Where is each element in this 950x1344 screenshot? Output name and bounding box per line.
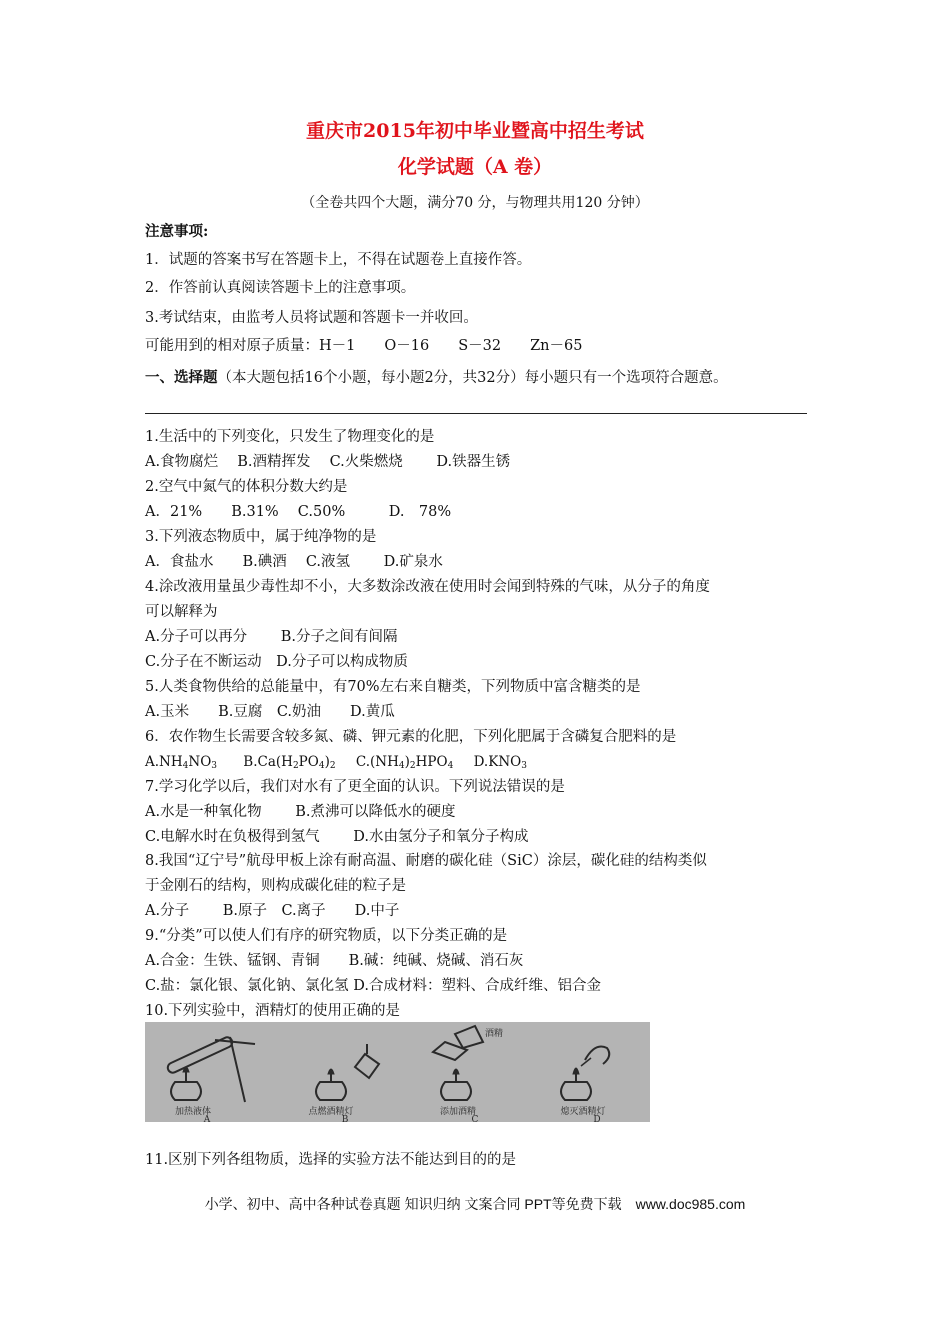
notes-heading: 注意事项:: [145, 223, 209, 240]
question-6-options: [145, 753, 527, 775]
atomic-masses: 可能用到的相对原子质量：H－1 O－16 S－32 Zn－65: [145, 338, 583, 354]
question-9: 9.“分类”可以使人们有序的研究物质，以下分类正确的是: [145, 928, 508, 944]
question-4-options-ab: A.分子可以再分 B.分子之间有间隔: [145, 629, 398, 645]
question-1-options: A.食物腐烂 B.酒精挥发 C.火柴燃烧 D.铁器生锈: [145, 454, 511, 470]
footer-link-text[interactable]: 小学、初中、高中各种试卷真题 知识归纳 文案合同 PPT等免费下载 www.doc985.com: [204, 1196, 746, 1212]
question-7-options-cd: C.电解水时在负极得到氢气 D.水由氢分子和氧分子构成: [145, 829, 529, 845]
question-4-continued: 可以解释为: [145, 604, 218, 620]
question-6-option-d: $D.KNO_3$: [473, 754, 527, 771]
flask-label: 酒精: [485, 1029, 504, 1039]
exam-info: （全卷共四个大题，满分70 分，与物理共用120 分钟）: [301, 195, 649, 211]
section-divider: [145, 413, 807, 414]
exam-title: 重庆市2015年初中毕业暨高中招生考试: [306, 120, 644, 142]
question-6-option-a: $A.NH_4NO_3$: [145, 754, 217, 771]
question-3-options: A．食盐水 B.碘酒 C.液氢 D.矿泉水: [145, 554, 443, 570]
note-item-3: 3.考试结束，由监考人员将试题和答题卡一并收回。: [145, 310, 478, 326]
section-heading: [145, 365, 805, 391]
question-4: 4.涂改液用量虽少毒性却不小，大多数涂改液在使用时会闻到特殊的气味，从分子的角度: [145, 579, 710, 595]
question-7-options-ab: A.水是一种氧化物 B.煮沸可以降低水的硬度: [145, 804, 456, 820]
alcohol-lamp-figure: [145, 1022, 650, 1122]
question-8-options: A.分子 B.原子 C.离子 D.中子: [145, 903, 400, 919]
label-light-lamp: 点燃酒精灯: [308, 1107, 354, 1117]
question-6-option-c: $C.(NH_4)_2HPO_4$: [355, 754, 454, 771]
note-item-2: 2．作答前认真阅读答题卡上的注意事项。: [145, 280, 416, 296]
question-6-option-b: $B.Ca(H_2PO_4)_2$: [243, 754, 336, 771]
question-7: 7.学习化学以后，我们对水有了更全面的认识。下列说法错误的是: [145, 779, 565, 795]
question-9-options-ab: A.合金：生铁、锰钢、青铜 B.碱：纯碱、烧碱、消石灰: [145, 953, 524, 969]
question-5: 5.人类食物供给的总能量中，有70%左右来自糖类，下列物质中富含糖类的是: [145, 679, 641, 695]
question-2: 2.空气中氮气的体积分数大约是: [145, 479, 348, 495]
question-2-options: A．21% B.31% C.50% D. 78%: [145, 504, 452, 520]
question-6: 6．农作物生长需要含较多氮、磷、钾元素的化肥，下列化肥属于含磷复合肥料的是: [145, 729, 677, 745]
letter-a: A: [203, 1115, 211, 1122]
question-8-continued: 于金刚石的结构，则构成碳化硅的粒子是: [145, 878, 406, 894]
letter-c: C: [471, 1115, 479, 1122]
question-11: 11.区别下列各组物质，选择的实验方法不能达到目的的是: [145, 1152, 517, 1168]
question-10: 10.下列实验中，酒精灯的使用正确的是: [145, 1003, 401, 1019]
question-1: 1.生活中的下列变化，只发生了物理变化的是: [145, 429, 435, 445]
question-4-options-cd: C.分子在不断运动 D.分子可以构成物质: [145, 654, 408, 670]
label-add-alcohol: 添加酒精: [439, 1107, 477, 1117]
question-8: 8.我国“辽宁号”航母甲板上涂有耐高温、耐磨的碳化硅（SiC）涂层，碳化硅的结构类似: [145, 853, 707, 869]
question-3: 3.下列液态物质中，属于纯净物的是: [145, 529, 377, 545]
note-item-1: 1．试题的答案书写在答题卡上，不得在试题卷上直接作答。: [145, 252, 532, 268]
letter-b: B: [341, 1115, 349, 1122]
exam-subtitle-paper: 化学试题（A 卷）: [397, 156, 553, 178]
label-heat-liquid: 加热液体: [174, 1107, 212, 1117]
section-desc: （本大题包括16个小题，每小题2分，共32分）每小题只有一个选项符合题意。: [217, 370, 728, 386]
section-title: 一、选择题: [145, 369, 218, 386]
label-extinguish-lamp: 熄灭酒精灯: [560, 1107, 606, 1117]
question-9-options-cd: C.盐：氯化银、氯化钠、氯化氢 D.合成材料：塑料、合成纤维、铝合金: [145, 978, 602, 994]
question-5-options: A.玉米 B.豆腐 C.奶油 D.黄瓜: [145, 704, 395, 720]
letter-d: D: [593, 1115, 601, 1122]
